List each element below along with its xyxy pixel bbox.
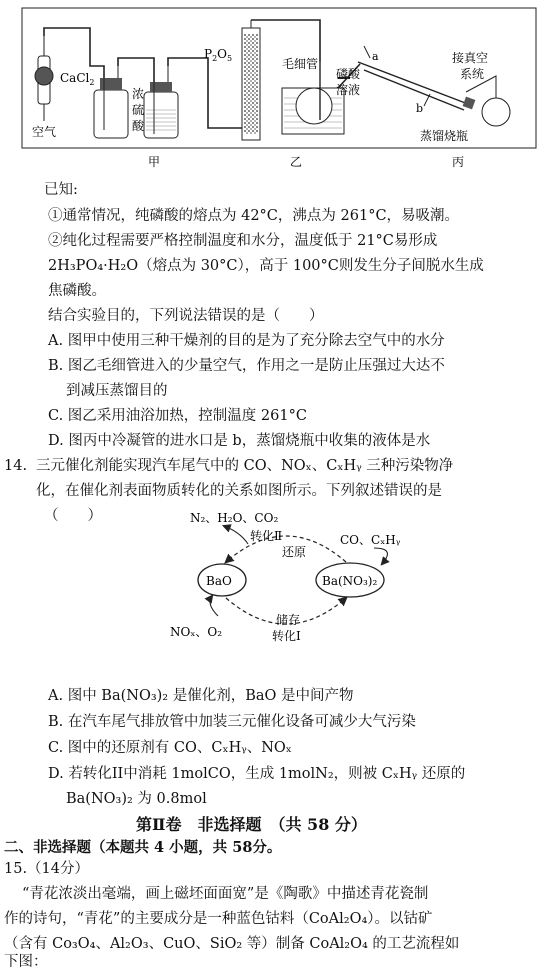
q13-option-d: D. 图丙中冷凝管的进水口是 b，蒸馏烧瓶中收集的液体是水 (48, 433, 431, 449)
known-1: ①通常情况，纯磷酸的熔点为 42°C，沸点为 261°C，易吸潮。 (48, 208, 460, 224)
q13-option-b2: 到减压蒸馏目的 (66, 383, 168, 399)
known-2c: 焦磷酸。 (48, 283, 106, 299)
cycle-store: 储存 (276, 613, 301, 627)
phos-label-1: 磷酸 (336, 67, 361, 81)
cycle-right-inputs: CO、CₓHᵧ (340, 533, 401, 547)
q13-option-b1: B. 图乙毛细管进入的少量空气，作用之一是防止压强过大达不 (48, 358, 445, 374)
q15-para-3: （含有 Co₃O₄、Al₂O₃、CuO、SiO₂ 等）制备 CoAl₂O₄ 的工艺流程如 (4, 936, 460, 952)
conc-label-1: 浓 (132, 87, 145, 101)
cycle-bottom-inputs: NOₓ、O₂ (170, 625, 223, 639)
cycle-conv1: 转化Ⅰ (272, 629, 301, 643)
flask-label: 蒸馏烧瓶 (420, 129, 469, 143)
catalysis-cycle-diagram (160, 508, 420, 680)
q15-number: 15.（14分） (4, 861, 90, 877)
known-2b: 2H₃PO₄·H₂O（熔点为 30°C），高于 100°C则发生分子间脱水生成 (48, 258, 484, 274)
q14-option-b: B. 在汽车尾气排放管中加装三元催化设备可减少大气污染 (48, 714, 416, 730)
apparatus-diagram (20, 6, 540, 178)
section2-subtitle: 二、非选择题（本题共 4 小题，共 58分。 (4, 839, 282, 856)
known-2a: ②纯化过程需要严格控制温度和水分，温度低于 21°C易形成 (48, 233, 438, 249)
capillary-label: 毛细管 (282, 57, 319, 71)
cycle-top-products: N₂、H₂O、CO₂ (190, 511, 279, 525)
cycle-bano3: Ba(NO₃)₂ (322, 574, 378, 588)
q14-stem-2: 化，在催化剂表面物质转化的关系如图所示。下列叙述错误的是 (36, 483, 442, 499)
inlet-a-label: a (372, 50, 379, 63)
q14-stem-1: 三元催化剂能实现汽车尾气中的 CO、NOₓ、CₓHᵧ 三种污染物净 (36, 458, 454, 474)
q15-para-2: 作的诗句，“青花”的主要成分是一种蓝色钴料（CoAl₂O₄）。以钴矿 (4, 911, 433, 927)
receiving-flask (463, 76, 510, 126)
cycle-conv2: 转化Ⅱ (250, 529, 283, 543)
cacl2-label: CaCl$_2$ (60, 71, 95, 87)
air-label: 空气 (32, 125, 57, 139)
label-yi: 乙 (290, 155, 303, 169)
p2o5-label: $P_2O_5$ (204, 47, 233, 63)
q14-option-d1: D. 若转化II中消耗 1molCO，生成 1molN₂，则被 CₓHᵧ 还原的 (48, 766, 466, 782)
phos-label-2: 溶液 (336, 83, 361, 97)
cycle-bao: BaO (206, 574, 232, 588)
q13-option-a: A. 图甲中使用三种干燥剂的目的是为了充分除去空气中的水分 (48, 333, 445, 349)
vacuum-label-2: 系统 (460, 67, 485, 81)
q13-stem: 结合实验目的，下列说法错误的是（ ） (48, 308, 324, 324)
wash-bottle-2 (144, 58, 242, 138)
label-jia: 甲 (148, 155, 161, 169)
q14-stem-3: （ ） (44, 508, 102, 524)
conc-label-3: 酸 (132, 119, 145, 133)
q14-option-a: A. 图中 Ba(NO₃)₂ 是催化剂，BaO 是中间产物 (48, 688, 354, 704)
section2-title: 第Ⅱ卷 非选择题 （共 58 分） (136, 815, 367, 834)
q14-option-c: C. 图中的还原剂有 CO、CₓHᵧ、NOₓ (48, 740, 292, 756)
vacuum-label-1: 接真空 (452, 51, 489, 65)
known-title: 已知: (44, 182, 78, 198)
inlet-b-label: b (416, 102, 424, 115)
q13-option-c: C. 图乙采用油浴加热，控制温度 261°C (48, 408, 307, 424)
conc-label-2: 硫 (132, 103, 145, 117)
cycle-reduce: 还原 (282, 545, 307, 559)
q15-para-4: 下图： (4, 954, 48, 970)
q14-option-d2: Ba(NO₃)₂ 为 0.8mol (66, 791, 207, 807)
q15-para-1: “青花浓淡出毫端，画上磁坯面面宽”是《陶歌》中描述青花瓷制 (22, 886, 429, 902)
q14-number: 14. (4, 458, 28, 474)
label-bing: 丙 (452, 155, 465, 169)
